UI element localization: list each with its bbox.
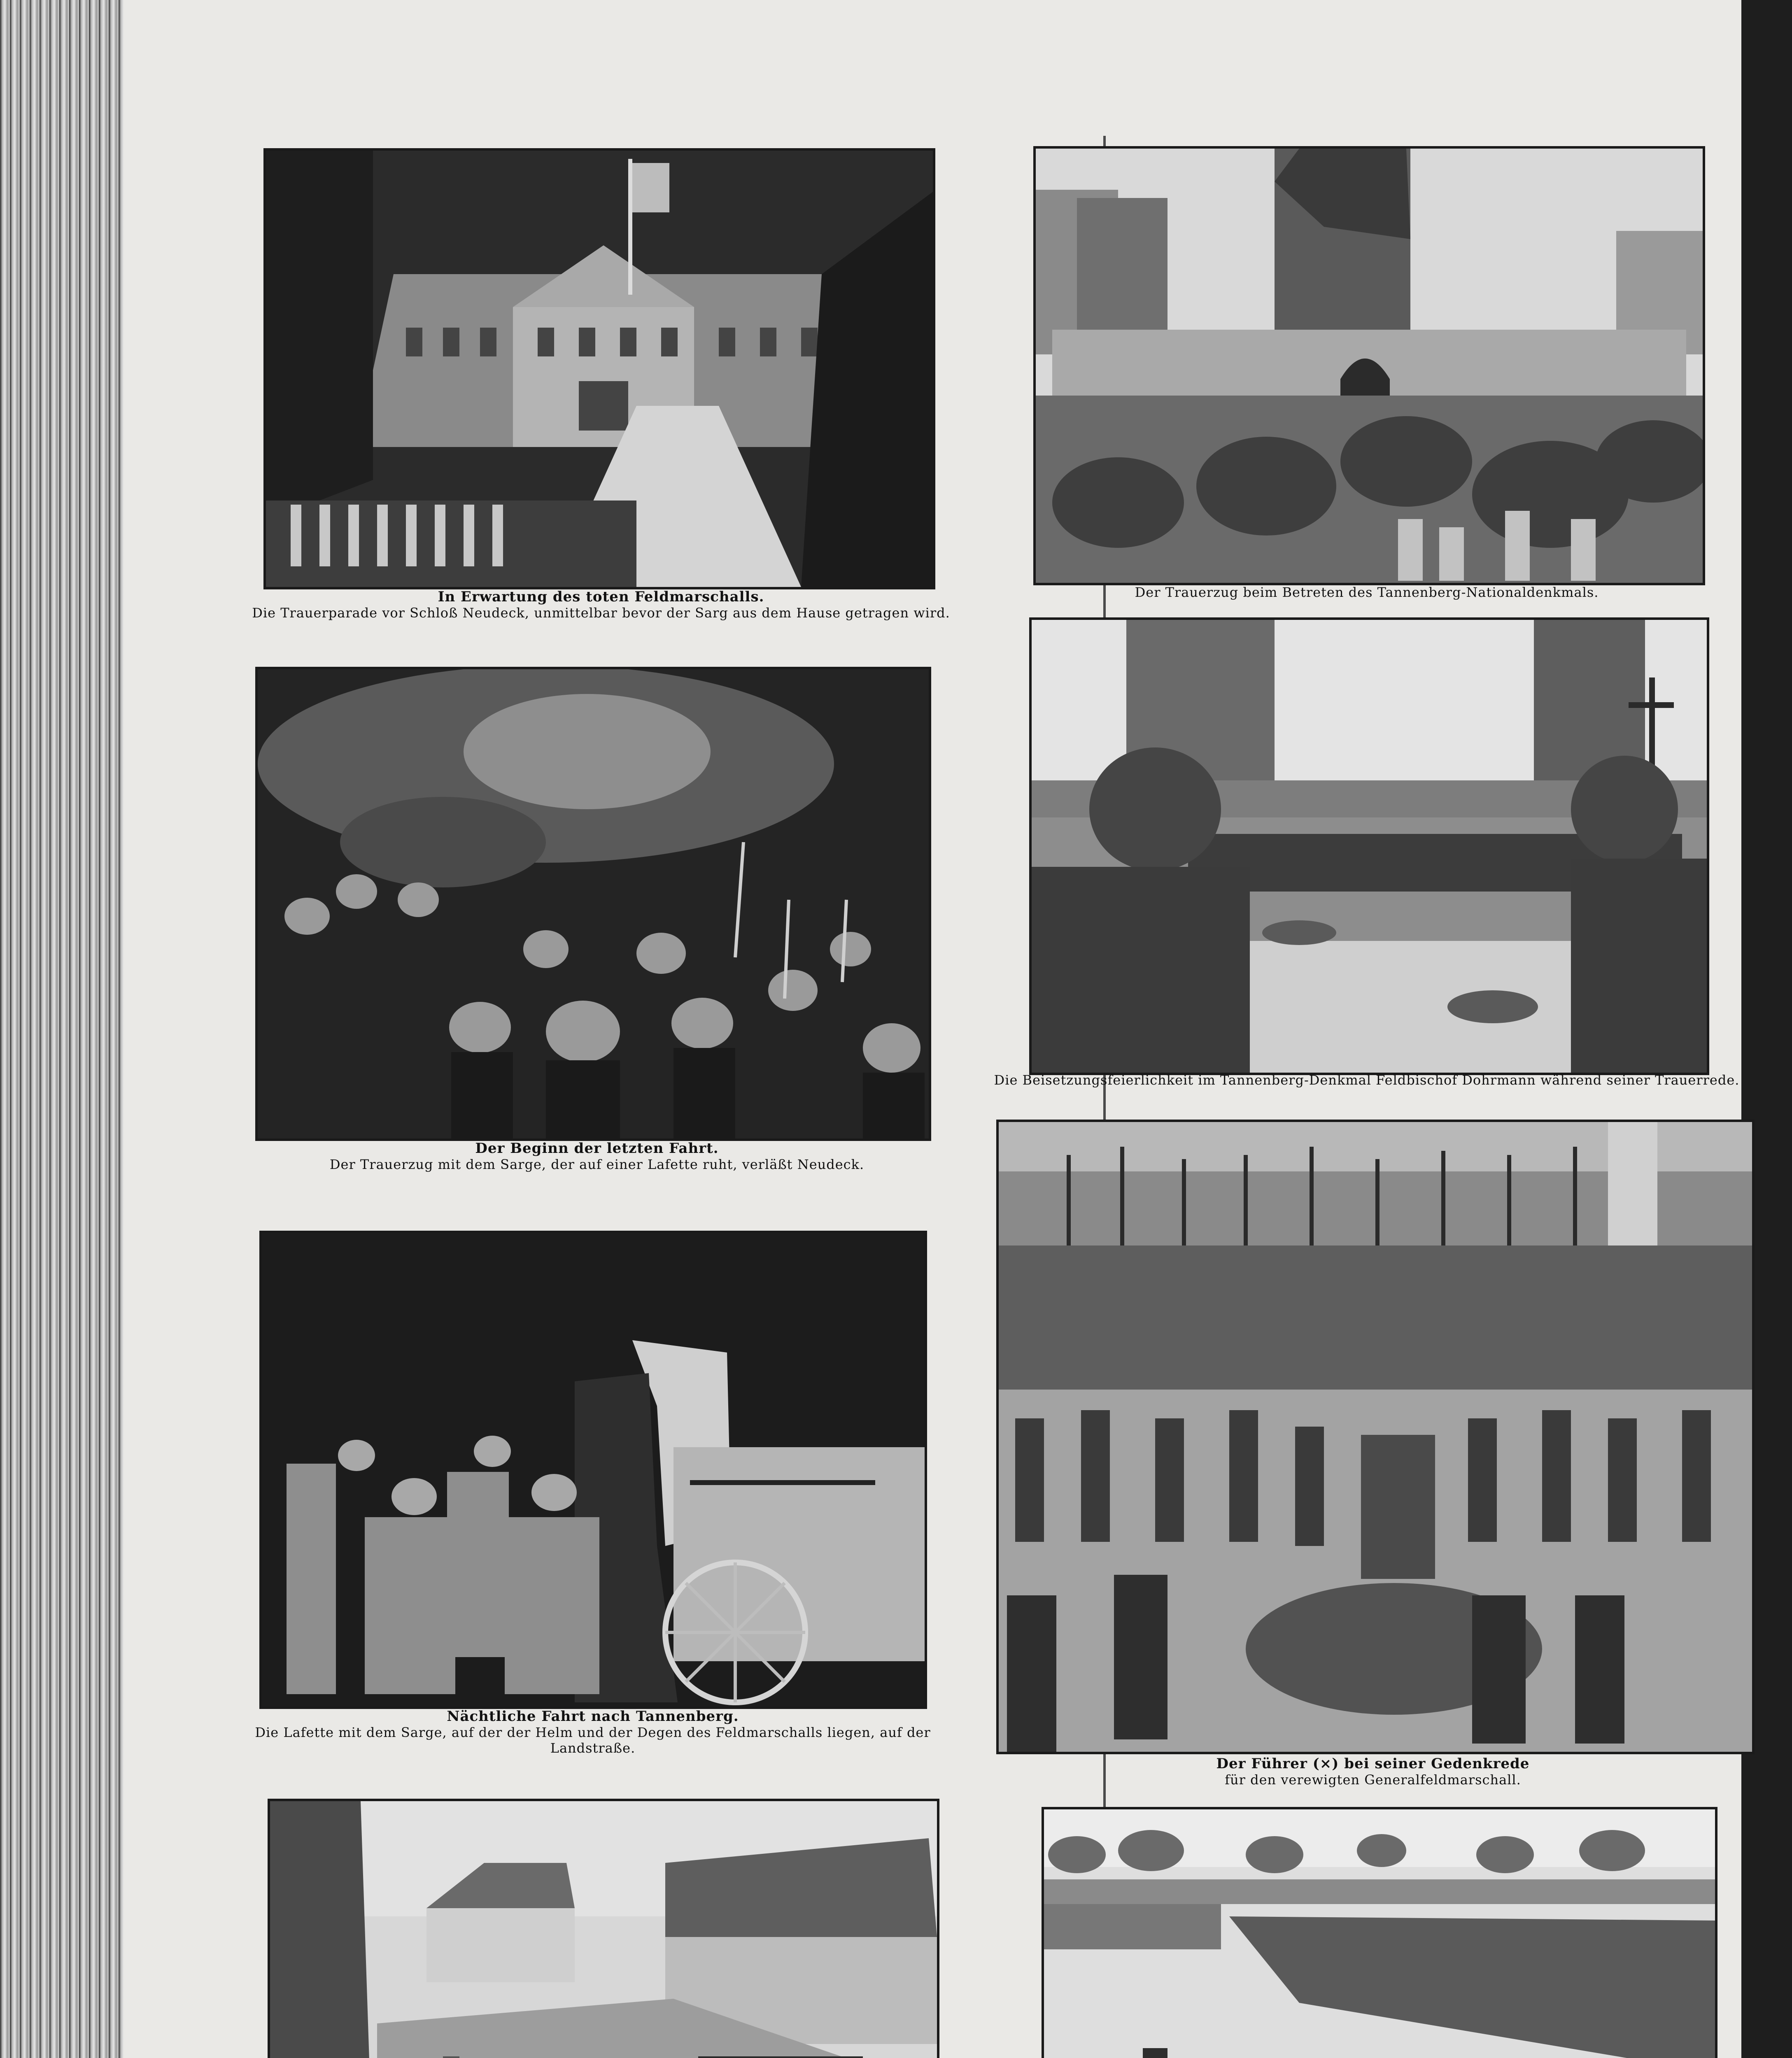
caption-5 bbox=[1029, 584, 1704, 600]
photo-neudeck-castle bbox=[263, 148, 935, 589]
photo-night-journey bbox=[259, 1231, 927, 1709]
caption-2-subtitle: Der Trauerzug mit dem Sarge, der auf einer Lafette ruht, verläßt Neudeck. bbox=[329, 1157, 865, 1172]
photo-memorial-speech bbox=[996, 1120, 1755, 1754]
caption-3-subtitle: Die Lafette mit dem Sarge, auf der der Helm und der Degen des Feldmarschalls liegen, auf der Landstraße. bbox=[255, 1725, 931, 1756]
photo-hohenstein bbox=[268, 1799, 939, 2058]
caption-2 bbox=[247, 1140, 947, 1172]
caption-3 bbox=[222, 1708, 963, 1756]
caption-6 bbox=[980, 1072, 1754, 1088]
photo-family-members bbox=[1042, 1807, 1717, 2058]
caption-3-title: Nächtliche Fahrt nach Tannenberg. bbox=[447, 1708, 739, 1725]
caption-7-subtitle: für den verewigten Generalfeldmarschall. bbox=[1225, 1772, 1521, 1788]
caption-1-subtitle: Die Trauerparade vor Schloß Neudeck, unmittelbar bevor der Sarg aus dem Hause getragen wird. bbox=[252, 605, 950, 621]
photo-memorial-entry bbox=[1033, 146, 1705, 585]
caption-5-subtitle: Der Trauerzug beim Betreten des Tannenberg-Nationaldenkmals. bbox=[1135, 584, 1599, 600]
caption-7-title: Der Führer (×) bei seiner Gedenkrede bbox=[1216, 1755, 1530, 1772]
caption-2-title: Der Beginn der letzten Fahrt. bbox=[475, 1140, 719, 1157]
caption-7 bbox=[996, 1755, 1750, 1788]
photo-burial-ceremony bbox=[1029, 617, 1709, 1075]
photo-departure-night bbox=[255, 667, 931, 1141]
book-edge bbox=[0, 0, 132, 2058]
caption-1 bbox=[247, 589, 955, 621]
caption-1-title: In Erwartung des toten Feldmarschalls. bbox=[438, 589, 764, 605]
caption-6-subtitle: Die Beisetzungsfeierlichkeit im Tannenberg-Denkmal Feldbischof Dohrmann während seiner Trauerrede. bbox=[994, 1072, 1740, 1088]
